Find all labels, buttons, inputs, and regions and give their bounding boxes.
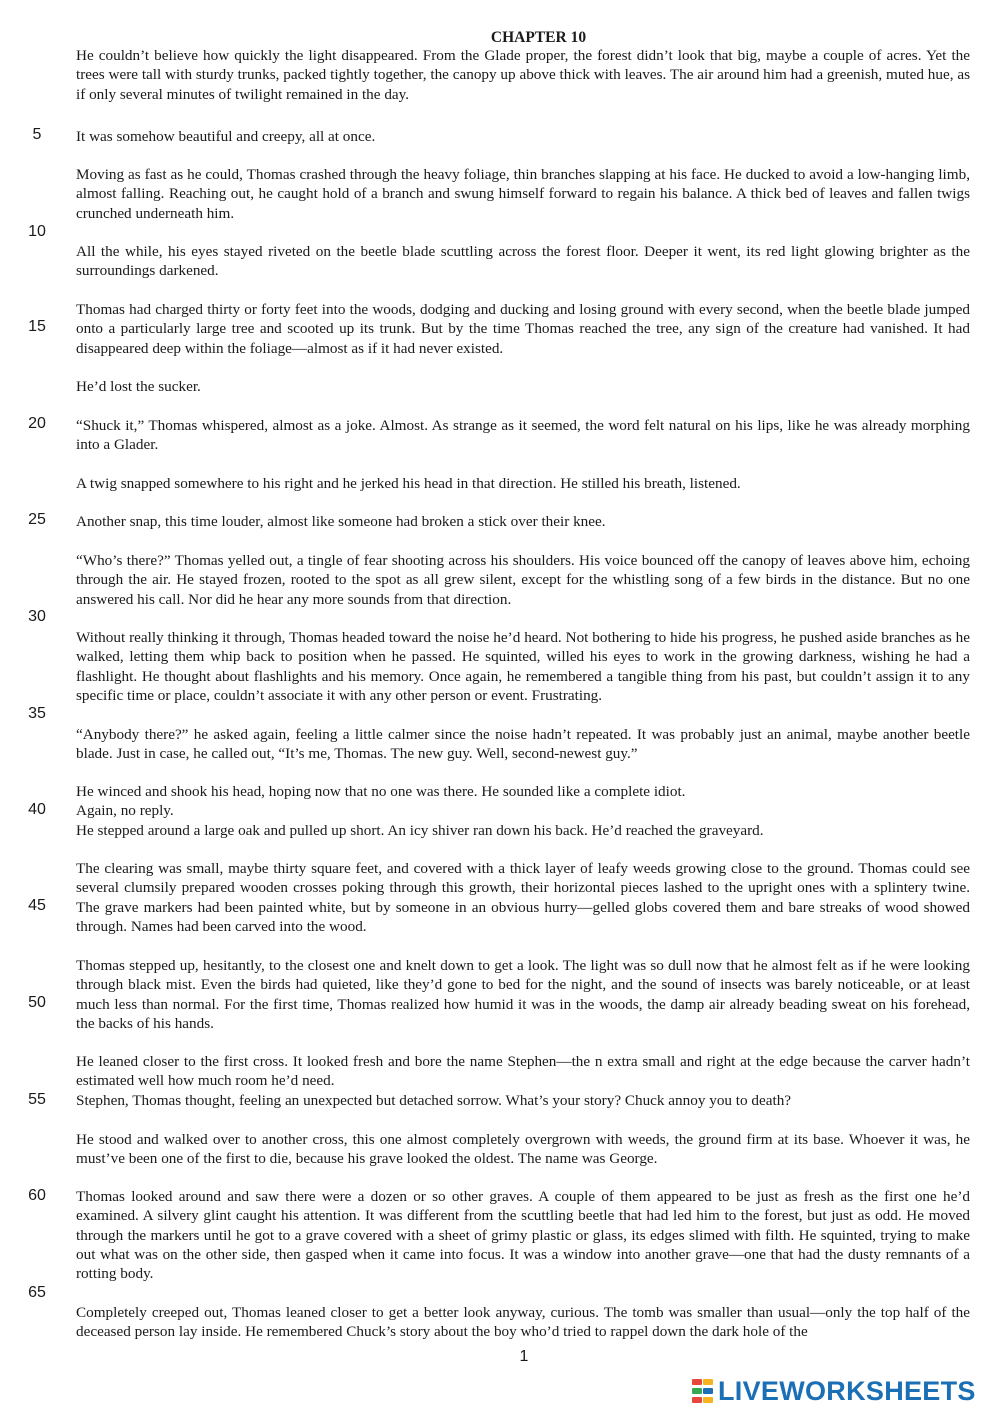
liveworksheets-logo-icon [692,1378,714,1404]
liveworksheets-brand[interactable] [692,1376,976,1406]
paragraph: He couldn’t believe how quickly the light disappeared. From the Glade proper, the forest didn’t look that big, maybe a couple of acres. Yet the trees were tall with sturdy trunks, packed tightly together, the canopy up above thick with leaves. The air around him had a greenish, muted hue, as if only several minutes of twilight remained in the day. [76,47,970,103]
line-number: 65 [28,1284,46,1301]
line-number: 10 [28,223,46,240]
paragraph: The clearing was small, maybe thirty square feet, and covered with a thick layer of leafy weeds growing close to the ground. Thomas could see several clumsily prepared wooden crosses poking through this growth, their horizontal pieces lashed to the upright ones with a splintery twine. The grave markers had been painted white, but by someone in an obvious hurry—gelled globs covered them and bare streaks of wood showed through. Names had been carved into the wood. [76,860,970,935]
paragraph: A twig snapped somewhere to his right and he jerked his head in that direction. He stilled his breath, listened. [76,475,741,492]
page-number: 1 [519,1348,529,1365]
paragraph: Another snap, this time louder, almost like someone had broken a stick over their knee. [76,513,606,530]
paragraph: He winced and shook his head, hoping now that no one was there. He sounded like a complete idiot. [76,783,686,800]
paragraph: “Who’s there?” Thomas yelled out, a tingle of fear shooting across his shoulders. His voice bounced off the canopy of leaves above him, echoing through the air. He stayed frozen, rooted to the spot as all grew silent, except for the whistling song of a few birds in the distance. But no one answered his call. Nor did he hear any more sounds from that direction. [76,552,970,608]
line-number: 15 [28,318,46,335]
line-number: 20 [28,415,46,432]
paragraph: He stepped around a large oak and pulled up short. An icy shiver ran down his back. He’d reached the graveyard. [76,822,764,839]
paragraph: “Shuck it,” Thomas whispered, almost as a joke. Almost. As strange as it seemed, the word felt natural on his lips, like he was already morphing into a Glader. [76,417,970,454]
paragraph: Without really thinking it through, Thomas headed toward the noise he’d heard. Not bothering to hide his progress, he pushed aside branches as he walked, letting them whip back to position when he passed. He squinted, willed his eyes to work in the growing darkness, wishing he had a flashlight. He thought about flashlights and his memory. Once again, he remembered a tangible thing from his past, but couldn’t assign it to any specific time or place, couldn’t associate it with any other person or event. Frustrating. [76,629,970,704]
line-number: 35 [28,705,46,722]
line-number: 30 [28,608,46,625]
paragraph: Thomas stepped up, hesitantly, to the closest one and knelt down to get a look. The light was so dull now that he almost felt as if he were looking through black mist. Even the birds had quieted, like they’d gone to bed for the night, and the sound of insects was barely noticeable, or at least much less than normal. For the first time, Thomas realized how humid it was in the woods, the damp air already beading sweat on his forehead, the backs of his hands. [76,957,970,1032]
chapter-title: CHAPTER 10 [490,29,587,46]
paragraph: Completely creeped out, Thomas leaned closer to get a better look anyway, curious. The tomb was smaller than usual—only the top half of the deceased person lay inside. He remembered Chuck’s story about the boy who’d tried to rappel down the dark hole of the [76,1304,970,1341]
paragraph: Again, no reply. [76,802,174,819]
paragraph: Thomas looked around and saw there were a dozen or so other graves. A couple of them appeared to be just as fresh as the first one he’d examined. A silvery glint caught his attention. It was different from the scuttling beetle that had led him to the forest, but just as odd. He moved through the markers until he got to a grave covered with a sheet of grimy plastic or glass, its edges slimed with filth. He squinted, trying to make out what was on the other side, then gasped when it came into focus. It was a window into another grave—one that had the dusty remnants of a rotting body. [76,1188,970,1283]
line-number: 40 [28,801,46,818]
line-number: 5 [32,126,42,143]
paragraph: He stood and walked over to another cross, this one almost completely overgrown with weeds, the ground firm at its base. Whoever it was, he must’ve been one of the first to die, because his grave looked the oldest. The name was George. [76,1131,970,1168]
line-number: 60 [28,1187,46,1204]
paragraph: Thomas had charged thirty or forty feet into the woods, dodging and ducking and losing ground with every second, when the beetle blade jumped onto a particularly large tree and scooted up its trunk. But by the time Thomas reached the tree, any sign of the creature had vanished. It had disappeared deep within the foliage—almost as if it had never existed. [76,301,970,357]
line-number: 25 [28,511,46,528]
paragraph: He’d lost the sucker. [76,378,201,395]
paragraph: Moving as fast as he could, Thomas crashed through the heavy foliage, thin branches slapping at his face. He ducked to avoid a low-hanging limb, almost falling. Reaching out, he caught hold of a branch and swung himself forward to regain his balance. A thick bed of leaves and fallen twigs crunched underneath him. [76,166,970,222]
paragraph: All the while, his eyes stayed riveted on the beetle blade scuttling across the forest floor. Deeper it went, its red light glowing brighter as the surroundings darkened. [76,243,970,280]
brand-name: LIVEWORKSHEETS [718,1375,976,1406]
line-number: 50 [28,994,46,1011]
paragraph: Stephen, Thomas thought, feeling an unexpected but detached sorrow. What’s your story? Chuck annoy you to death? [76,1092,792,1109]
line-number: 45 [28,897,46,914]
paragraph: “Anybody there?” he asked again, feeling a little calmer since the noise hadn’t repeated. It was probably just an animal, maybe another beetle blade. Just in case, he called out, “It’s me, Thomas. The new guy. Well, second-newest guy.” [76,726,970,763]
paragraph: He leaned closer to the first cross. It looked fresh and bore the name Stephen—the n extra small and right at the edge because the carver hadn’t estimated well how much room he’d need. [76,1053,970,1090]
paragraph: It was somehow beautiful and creepy, all at once. [76,128,376,145]
line-number: 55 [28,1091,46,1108]
